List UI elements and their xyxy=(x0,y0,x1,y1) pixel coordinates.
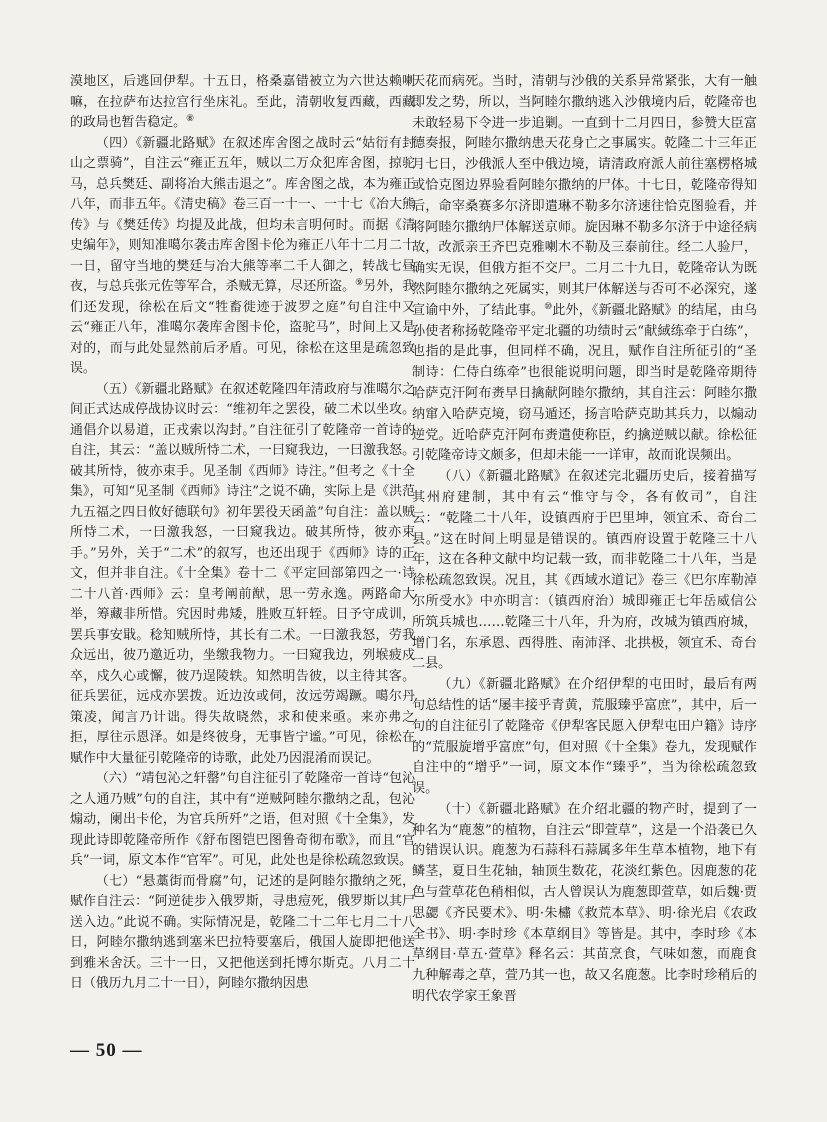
footnote-mark: ⑨ xyxy=(355,278,364,288)
right-column xyxy=(412,72,757,1008)
footnote-mark: ⑩ xyxy=(544,301,553,312)
paragraph: （八）《新疆北路赋》在叙述完北疆历史后，接着描写其州府建制，其中有云“惟守与令，各有攸司”，自注云：“乾隆二十八年，设镇西府于巴里坤，领宜禾、奇台二县。”这在时间上明显是错误的。镇西府设置于乾隆三十八年，这在各种文献中均记载一致，而非乾隆二十八年，当是徐松疏忽致误。况且，其《西域水道记》卷三《巴尔库勒淖尔所受水》中亦明言：（镇西府治）城即雍正七年岳威信公所筑兵城也……乾隆三十八年，升为府，改城为镇西府城，增门名，东承恩、西得胜、南沛泽、北拱极，领宜禾、奇台二县。 xyxy=(412,469,757,672)
paragraph: （六）“靖包沁之轩罄”句自注征引了乾隆帝一首诗“包沁之人通乃贼”句的自注，其中有“逆贼阿睦尔撒纳之乱，包沁煽动，阑出卡伦，为官兵所歼”之语，但对照《十全集》，发现此诗即乾隆帝所作《舒布图铠巴图鲁奇彻布歌》，而且“官兵”一词，原文本作“官军”。可见，此处也是徐松疏忽致误。 xyxy=(70,771,415,868)
paragraph: （四）《新疆北路赋》在叙述库舍图之战时云“姑衍有封山之票骑”，自注云“雍正五年，贼以二万众犯库舍图，掠驼马，总兵樊廷、副将冶大熊击退之”。库舍图之战，本为雍正八年，而非五年。《清史稿》卷三百一十一、一十七《冶大熊传》与《樊廷传》均提及此战，但均未言明何时。而据《清史编年》，则知准噶尔袭击库舍图卡伦为雍正八年十二月二十一日，留守当地的樊廷与冶大熊等率二千人御之，转战七昼夜，与总兵张元佐等军合，杀贼无算，尽还所盗。⑨另外，我们还发现，徐松在后文“牲畜徙迹于波罗之庭”句自注中又云“雍正八年，准噶尔袭库舍图卡伦，盗驼马”，时间上又是对的，而与此处显然前后矛盾。可见，徐松在这里是疏忽致误。 xyxy=(70,135,416,376)
paragraph: （九）《新疆北路赋》在介绍伊犁的屯田时，最后有两句总结性的话“屡丰接乎青黄，荒服臻乎富庶”，其中，后一句的自注征引了乾隆帝《伊犁客民愿入伊犁屯田户籍》诗序的“荒服旋增乎富庶”句，但对照《十全集》卷九，发现赋作自注中的“增乎”一词，原文本作“臻乎”，当为徐松疏忽致误。 xyxy=(412,677,757,797)
paragraph: （五）《新疆北路赋》在叙述乾隆四年清政府与准噶尔之间正式达成停战协议时云：“维初年之罢役，破二术以坐攻。通倡介以易道，正戎索以沟封。”自注征引了乾隆帝一首诗的自注，其云：“盖以贼所恃二术，一曰窥我边，一曰激我怒。破其所恃，彼亦束手。见圣制《西师》诗注。”但考之《十全集》，可知“见圣制《西师》诗注”之说不确，实际上是《洪范九五福之四日攸好德联句》初年罢役天函盖”句自注：盖以贼所恃二术，一曰激我怒，一曰窥我边。破其所恃，彼亦束手。”另外，关于“二术”的叙写，也还出现于《西师》诗的正文，但并非自注。《十全集》卷十二《平定回部第四之一·诗二十八首·西师》云：皇考阐前猷，思一劳永逸。两路命大举，筹藏非所惜。究因时弗矮，胜败互轩轾。日予守成训，罢兵事安戢。稔知贼所恃，其长有二术。一曰激我怒，劳我众远出，彼乃邀近功，坐缴我物力。一曰窥我边，列堠疲戍卒，戍久心或懈，彼乃逞陵轶。知然明告彼，以主待其客。征兵罢征，远戍亦罢拨。近边汝或伺，汝远劳竭蹶。噶尔丹策凌，闻言乃计诎。得失故晓然，求和使来亟。来亦弗之拒，厚往示恩泽。如是终彼身，无事皆宁谧。”可见，徐松在赋作中大量征引乾隆帝的诗歌，此处乃因混淆而误记。 xyxy=(70,381,415,766)
left-column xyxy=(70,72,415,995)
paragraph: 天花而病死。当时，清朝与沙俄的关系异常紧张，大有一触即发之势，所以，当阿睦尔撒纳逃入沙俄境内后，乾隆帝也未敢轻易下令进一步追剿。一直到十二月四日，参赞大臣富德奏报，阿睦尔撒纳患天花身亡之事属实。乾隆二十三年正月七日，沙俄派人至中俄边境，请清政府派人前往塞楞格城或恰克图边界验看阿睦尔撒纳的尸体。十七日，乾隆帝得知后，命宰桑赛多尔济即遣琳不勒多尔济速往恰克图验看，并将阿睦尔撒纳尸体解送京师。旋因琳不勒多尔济于中途径病故，改派亲王齐巴克雅喇木不勒及三泰前往。经二人验尸，确实无误，但俄方拒不交尸。二月二十九日，乾隆帝认为既然阿睦尔撒纳之死属实，则其尸体解送与否可不必深究，遂宣谕中外，了结此事。⑩此外，《新疆北路赋》的结尾，由乌孙使者称扬乾隆帝平定北疆的功绩时云“献緎练牵于白练”，也指的是此事，但同样不确，况且，赋作自注所征引的“圣制诗：仁侍白练牵”也很能说明问题，即当时是乾隆帝期待哈萨克汗阿布赉早日擒献阿睦尔撒纳，其自注云：阿睦尔撒纳窜入哈萨克境，窃马遁还，扬言哈萨克助其兵力，以煽动逆党。近哈萨克汗阿布赉遣使称臣，约擒逆贼以献。徐松征引乾隆帝诗文颇多，但却未能一一详审，故而讹误频出。 xyxy=(412,74,757,464)
paragraph: （七）“悬藁街而骨腐”句，记述的是阿睦尔撒纳之死，赋作自注云：“阿逆徒步入俄罗斯，寻患痘死，俄罗斯以其尸送入边。”此说不确。实际情况是，乾隆二十二年七月二十八日，阿睦尔撒纳逃到塞米巴拉特要塞后，俄国人旋即把他送到雅米舍沃。三十一日，又把他送到托博尔斯克。八月二十日（俄历九月二十一日），阿睦尔撒纳因患 xyxy=(70,873,415,991)
paragraph: （十）《新疆北路赋》在介绍北疆的物产时，提到了一种名为“鹿葱”的植物，自注云“即萱草”，这是一个沿袭已久的错误认识。鹿葱为石蒜科石蒜属多年生草本植物，地下有鳞茎，夏日生花轴，轴顶生数花，花淡红紫色。因鹿葱的花色与萱草花色稍相似，古人曾误认为鹿葱即萱草，如后魏·贾思勰《齐民要术》、明·朱橚《救荒本草》、明·徐光启《农政全书》、明·李时珍《本草纲目》等皆是。其中，李时珍《本草纲目·草五·萱草》释名云：其苗烹食，气味如葱，而鹿食九种解毒之草，萱乃其一也，故又名鹿葱。比李时珍稍后的明代农学家王象晋 xyxy=(412,801,757,1005)
footnote-mark: ⑧ xyxy=(186,114,195,124)
paragraph: 漠地区，后逃回伊犁。十五日，格桑嘉错被立为六世达赖喇嘛，在拉萨布达拉宫行坐床礼。至此，清朝收复西藏，西藏的政局也暂告稳定。⑧ xyxy=(70,74,415,130)
page-number: — 50 — xyxy=(70,1040,143,1061)
